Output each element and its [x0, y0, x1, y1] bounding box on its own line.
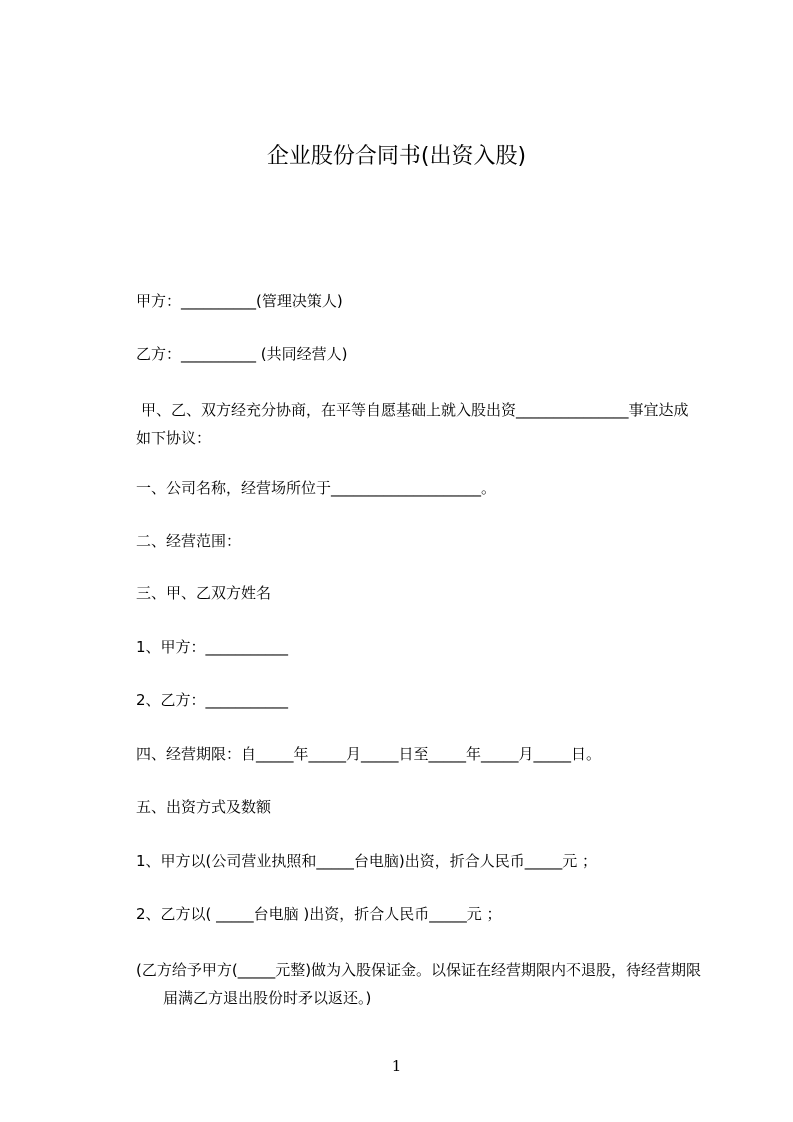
contribution-a: 1、甲方以(公司营业执照和_____台电脑)出资，折合人民币_____元 ； [136, 852, 598, 870]
clause-1: 一、公司名称，经营场所位于____________________。 [136, 479, 497, 497]
party-a-name-item: 1、甲方：___________ [136, 638, 289, 656]
contribution-b: 2、乙方以( _____台电脑 )出资，折合人民币_____元 ； [136, 905, 502, 923]
party-b-line: 乙方：__________ (共同经营人) [136, 345, 348, 363]
page-number: 1 [391, 1057, 402, 1075]
party-b-name-item: 2、乙方：___________ [136, 691, 289, 709]
clause-5: 五、出资方式及数额 [136, 798, 272, 816]
party-a-line: 甲方：__________(管理决策人) [136, 292, 343, 310]
deposit-note-paragraph: (乙方给予甲方(_____元整)做为入股保证金。以保证在经营期限内不退股，待经营期限届满乙方退出股份时矛以返还。) [136, 961, 702, 1007]
clause-3: 三、甲、乙双方姓名 [136, 584, 272, 602]
intro-paragraph: 甲、乙、双方经充分协商，在平等自愿基础上就入股出资_______________事宜达成如下协议： [136, 401, 689, 447]
clause-4: 四、经营期限：自_____年_____月_____日至_____年_____月_____日。 [136, 745, 602, 763]
document-title: 企业股份合同书(出资入股) [266, 144, 527, 169]
clause-2: 二、经营范围： [136, 532, 242, 550]
